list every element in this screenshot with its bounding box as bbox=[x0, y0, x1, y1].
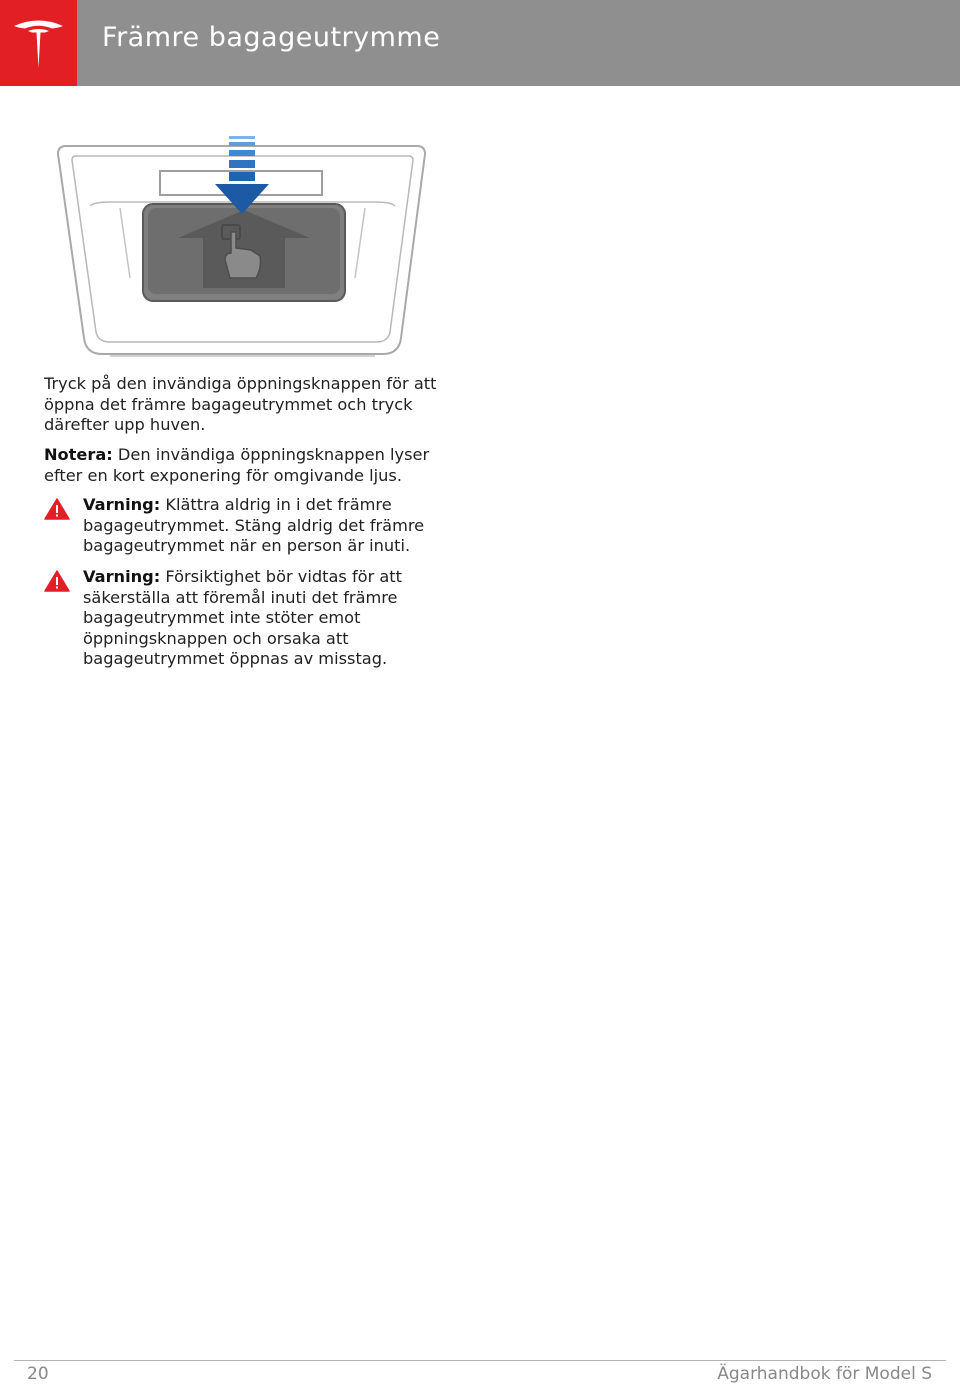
footer-divider bbox=[14, 1360, 946, 1361]
warning-2-body: Försiktighet bör vidtas för att säkerställa att föremål inuti det främre bagageutrymmet inte stöter emot öppningsknappen och orsaka att bagageutrymmet öppnas av misstag. bbox=[83, 567, 402, 668]
warning-2-label: Varning: bbox=[83, 567, 161, 586]
warning-triangle-icon bbox=[44, 498, 70, 520]
warning-1-body: Klättra aldrig in i det främre bagageutrymmet. Stäng aldrig det främre bagageutrymmet när en person är inuti. bbox=[83, 495, 425, 555]
note-text: Den invändiga öppningsknappen lyser efter en kort exponering för omgivande ljus. bbox=[44, 445, 430, 485]
warning-1-text bbox=[83, 495, 443, 557]
warning-2-text bbox=[83, 567, 443, 670]
warning-1-label: Varning: bbox=[83, 495, 161, 514]
page-number: 20 bbox=[27, 1364, 49, 1384]
logo-box bbox=[0, 0, 77, 86]
tesla-logo-icon bbox=[12, 16, 65, 70]
note-label: Notera: bbox=[44, 445, 113, 464]
page-title: Främre bagageutrymme bbox=[102, 22, 441, 53]
footer-title: Ägarhandbok för Model S bbox=[717, 1364, 932, 1384]
note-paragraph bbox=[44, 445, 444, 486]
frunk-release-button-illustration bbox=[50, 128, 435, 364]
page-header bbox=[0, 0, 960, 86]
instruction-paragraph: Tryck på den invändiga öppningsknappen för att öppna det främre bagageutrymmet och tryck därefter upp huven. bbox=[44, 374, 437, 434]
warning-triangle-icon bbox=[44, 570, 70, 592]
